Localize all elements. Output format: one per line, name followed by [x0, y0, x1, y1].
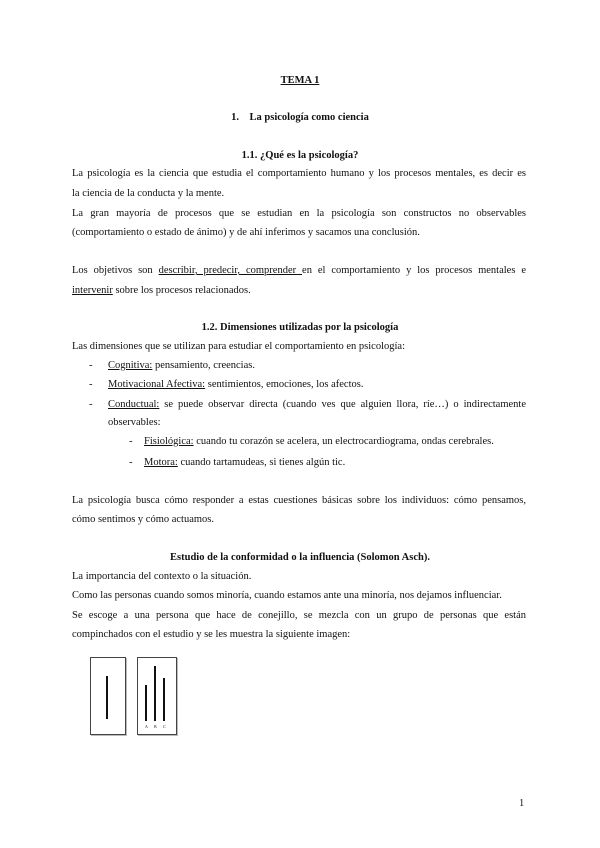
text-run: en el comportamiento y los procesos mentales e — [302, 265, 526, 276]
paragraph-line: cómo sentimos y cómo actuamos. — [72, 514, 215, 525]
text-run: Los objetivos son — [72, 265, 159, 276]
dimensions-intro: Las dimensiones que se utilizan para estudiar el comportamiento en psicología: — [72, 341, 405, 352]
label-a: A — [145, 724, 148, 729]
subbullet-label: Fisiológica: — [144, 436, 194, 447]
text-run: sobre los procesos relacionados. — [112, 285, 251, 296]
paragraph-line: La importancia del contexto o la situación. — [72, 571, 252, 582]
comparison-line-a — [145, 685, 147, 721]
bullet-text: pensamiento, creencias. — [152, 360, 255, 371]
paragraph-line: La psicología es la ciencia que estudia el comportamiento humano y los procesos mentales, es decir es — [72, 168, 526, 179]
subbullet-fisiologica — [144, 433, 494, 451]
paragraph-line: compinchados con el estudio y se les muestra la siguiente imagen: — [72, 629, 351, 640]
paragraph-line: (comportamiento o estado de ánimo) y de ahí inferimos y sacamos una conclusión. — [72, 227, 420, 238]
objectives-line-2 — [72, 282, 251, 300]
bullet-label: Conductual: — [108, 399, 160, 410]
subsection-1-1-heading: 1.1. ¿Qué es la psicología? — [241, 150, 359, 161]
asch-heading: Estudio de la conformidad o la influencia (Solomon Asch). — [170, 552, 430, 563]
subbullet-label: Motora: — [144, 457, 178, 468]
bullet-conductual — [108, 396, 526, 414]
subbullet-dash: - — [129, 436, 133, 447]
bullet-text: se puede observar directa (cuando ves que alguien llora, ríe…) o indirectamente — [159, 399, 526, 410]
reference-line-card — [90, 657, 126, 735]
subbullet-dash: - — [129, 457, 133, 468]
objectives-line-1 — [72, 262, 526, 280]
bullet-text: sentimientos, emociones, los afectos. — [205, 379, 364, 390]
objectives-underlined: describir, predecir, comprender — [158, 265, 303, 276]
bullet-label: Motivacional Afectiva: — [108, 379, 206, 390]
subbullet-motora — [144, 454, 345, 472]
label-c: C — [163, 724, 166, 729]
label-b: B — [154, 724, 157, 729]
bullet-cognitiva — [108, 357, 255, 375]
bullet-dash: - — [89, 379, 93, 390]
intervenir-underlined: intervenir — [72, 285, 113, 296]
bullet-label: Cognitiva: — [108, 360, 153, 371]
paragraph-line: Se escoge a una persona que hace de conejillo, se mezcla con un grupo de personas que están — [72, 610, 526, 621]
bullet-text-continued: observables: — [108, 417, 161, 428]
document-title: TEMA 1 — [280, 75, 320, 86]
bullet-dash: - — [89, 360, 93, 371]
subbullet-text: cuando tu corazón se acelera, un electrocardiograma, ondas cerebrales. — [193, 436, 494, 447]
paragraph-line: La psicología busca cómo responder a estas cuestiones básicas sobre los individuos: cómo pensamos, — [72, 495, 526, 506]
paragraph-line: Como las personas cuando somos minoría, cuando estamos ante una minoría, nos dejamos influenciar. — [72, 590, 502, 601]
paragraph-line: La gran mayoría de procesos que se estudian en la psicología son constructos no observables — [72, 208, 526, 219]
bullet-motivacional — [108, 376, 363, 394]
section-number: 1. — [231, 112, 240, 123]
comparison-line-b — [154, 666, 156, 721]
subsection-1-2-heading: 1.2. Dimensiones utilizadas por la psicología — [201, 322, 399, 333]
comparison-line-c — [163, 678, 165, 721]
paragraph-line: la ciencia de la conducta y la mente. — [72, 188, 225, 199]
section-1-heading — [0, 109, 600, 127]
page-number: 1 — [519, 798, 525, 809]
comparison-lines-card — [137, 657, 177, 735]
bullet-dash: - — [89, 399, 93, 410]
reference-line — [106, 676, 108, 719]
subbullet-text: cuando tartamudeas, si tienes algún tic. — [177, 457, 346, 468]
section-title: La psicología como ciencia — [249, 112, 369, 123]
